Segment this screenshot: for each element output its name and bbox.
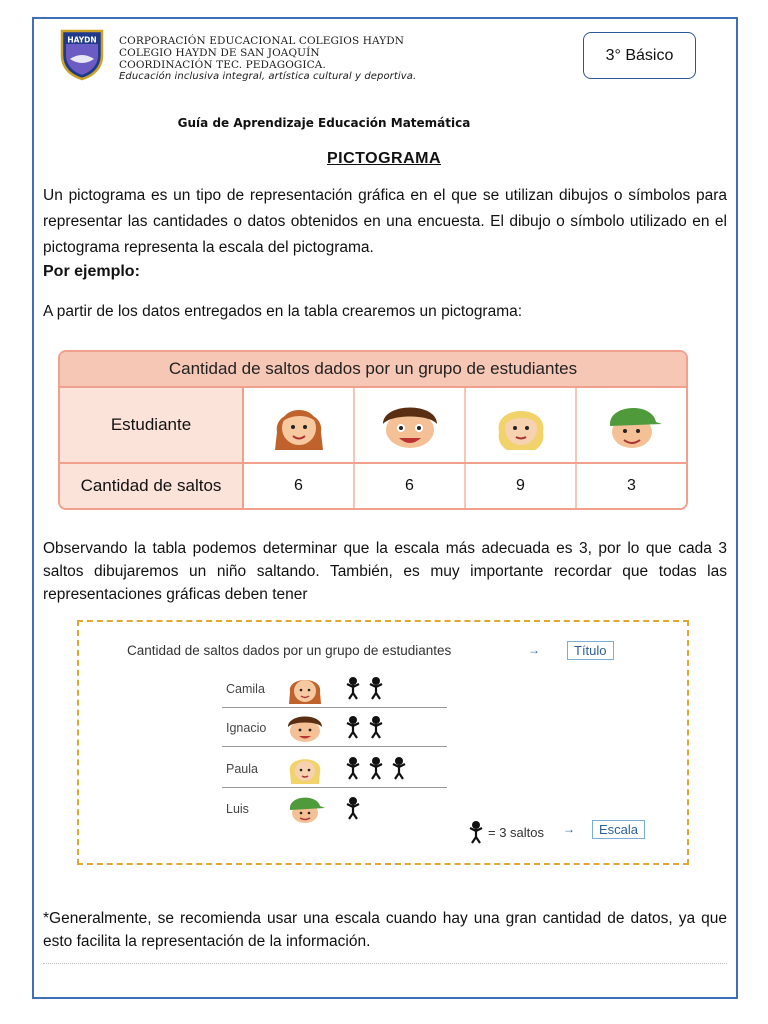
- jumper-icons: [344, 715, 385, 739]
- row-label-student: Estudiante: [60, 388, 244, 462]
- count-cell: 3: [577, 464, 686, 508]
- jumper-icons: [344, 676, 385, 700]
- boy-dark-hair-face-icon: [285, 711, 325, 745]
- school-logo: [58, 29, 106, 81]
- row-label-jumps: Cantidad de saltos: [60, 464, 244, 508]
- grade-box: 3° Básico: [583, 32, 696, 79]
- pictogram-row: [222, 792, 447, 828]
- girl-blonde-hair-face-icon: [491, 396, 551, 454]
- girl-brown-hair-face-icon: [269, 396, 329, 454]
- intro-paragraph: Un pictograma es un tipo de representación gráfica en el que se utilizan dibujos o símbolos para representar las cantidades o datos obtenidos en una encuesta. El dibujo o símbolo utilizado en el pictograma representa la escala del pictograma.: [43, 187, 727, 256]
- jumper-icon: [344, 796, 362, 820]
- jumper-icon: [344, 756, 362, 780]
- boy-green-cap-face-icon: [600, 396, 664, 454]
- table-row-counts: [60, 462, 686, 508]
- table-cell: [577, 388, 686, 462]
- institution-line-3: COORDINACIÓN TEC. PEDAGOGICA.: [119, 59, 326, 71]
- jumper-icon: [344, 715, 362, 739]
- count-cell: 6: [244, 464, 355, 508]
- explanation-paragraph: Observando la tabla podemos determinar que la escala más adecuada es 3, por lo que cada 3 saltos dibujaremos un niño saltando. También, es muy importante recordar que todas las representaciones gráficas deben tener: [43, 540, 727, 603]
- count-cell: 9: [466, 464, 577, 508]
- boy-green-cap-face-icon: [285, 792, 325, 826]
- arrow-icon: →: [528, 643, 540, 657]
- arrow-icon: →: [563, 822, 575, 836]
- page-title: PICTOGRAMA: [326, 150, 442, 167]
- girl-brown-hair-face-icon: [285, 672, 325, 706]
- logo-text: HAYDN: [67, 35, 97, 45]
- guide-title: Guía de Aprendizaje Educación Matemática: [177, 116, 471, 130]
- student-name: Luis: [226, 802, 249, 816]
- jumper-icon: [467, 820, 485, 844]
- table-cell: [244, 388, 355, 462]
- footnote: *Generalmente, se recomienda usar una escala cuando hay una gran cantidad de datos, ya que esto facilita la representación de la información.: [43, 910, 727, 950]
- example-label: Por ejemplo:: [43, 263, 140, 280]
- table-cell: [466, 388, 577, 462]
- institution-line-2: COLEGIO HAYDN DE SAN JOAQUÍN: [119, 47, 320, 59]
- scale-tag: Escala: [592, 820, 645, 839]
- pictogram-title: Cantidad de saltos dados por un grupo de estudiantes: [127, 643, 452, 658]
- jumper-icon: [367, 676, 385, 700]
- pictogram-legend: [467, 820, 544, 844]
- jumper-icons: [344, 756, 408, 780]
- institution-info: [119, 35, 416, 83]
- table-row-students: [60, 386, 686, 462]
- girl-blonde-hair-face-icon: [285, 752, 325, 786]
- jumper-icon: [367, 756, 385, 780]
- jumper-icon: [367, 715, 385, 739]
- student-name: Ignacio: [226, 721, 267, 735]
- divider: [43, 963, 727, 964]
- pictogram-row: [222, 672, 447, 708]
- jumps-table: [58, 350, 688, 510]
- jumper-icons: [344, 796, 362, 820]
- legend-text: = 3 saltos: [488, 824, 545, 840]
- count-cell: 6: [355, 464, 466, 508]
- table-intro-paragraph: A partir de los datos entregados en la tabla crearemos un pictograma:: [43, 303, 523, 320]
- institution-motto: Educación inclusiva integral, artística cultural y deportiva.: [119, 71, 417, 82]
- title-tag: Título: [567, 641, 614, 660]
- pictogram-row: [222, 711, 447, 747]
- boy-dark-hair-face-icon: [375, 396, 445, 454]
- jumper-icon: [390, 756, 408, 780]
- institution-line-1: CORPORACIÓN EDUCACIONAL COLEGIOS HAYDN: [119, 35, 405, 47]
- pictogram-row: [222, 752, 447, 788]
- jumper-icon: [344, 676, 362, 700]
- student-name: Paula: [226, 762, 258, 776]
- table-caption: Cantidad de saltos dados por un grupo de estudiantes: [60, 352, 686, 386]
- table-cell: [355, 388, 466, 462]
- student-name: Camila: [226, 682, 265, 696]
